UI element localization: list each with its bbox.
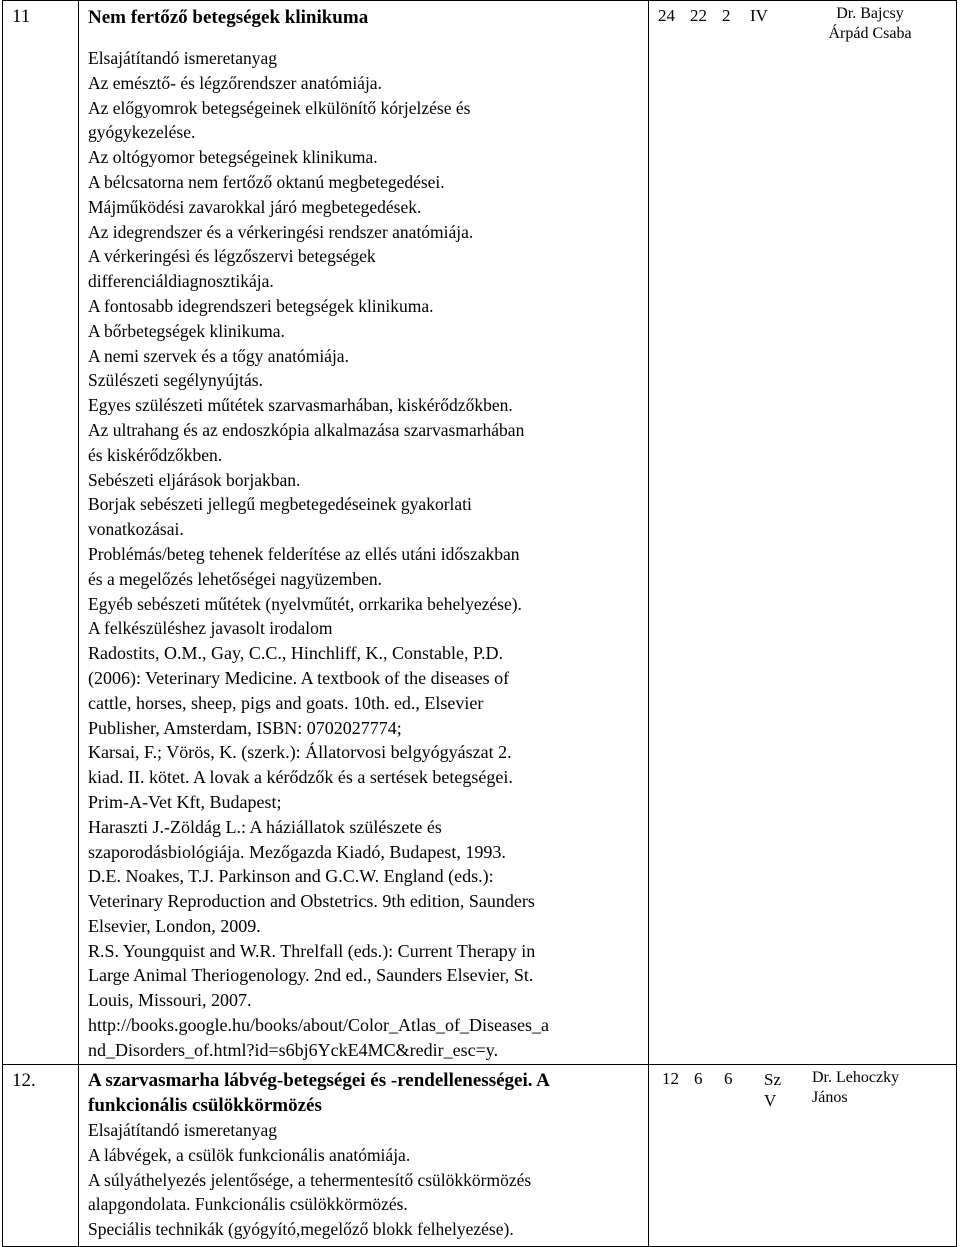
course-title: Nem fertőző betegségek klinikuma: [88, 7, 369, 28]
content-line: Az idegrendszer és a vérkeringési rendszer anatómiája.: [88, 221, 474, 242]
credits: 6: [724, 1069, 733, 1088]
literature-line: Publisher, Amsterdam, ISBN: 0702027774;: [88, 717, 402, 738]
content-line: Májműködési zavarokkal járó megbetegedések.: [88, 196, 422, 217]
table-border-left: [2, 0, 3, 1247]
content-line: és kiskérődzőkben.: [88, 444, 223, 465]
content-line: Sebészeti eljárások borjakban.: [88, 469, 301, 490]
literature-line: http://books.google.hu/books/about/Color_Atlas_of_Diseases_a: [88, 1015, 549, 1036]
teacher-line: Árpád Csaba: [828, 25, 912, 42]
table-border-right: [956, 0, 957, 1247]
literature-line: cattle, horses, sheep, pigs and goats. 10th. ed., Elsevier: [88, 692, 484, 713]
content-line: A nemi szervek és a tőgy anatómiája.: [88, 345, 349, 366]
literature-line: Karsai, F.; Vörös, K. (szerk.): Állatorvosi belgyógyászat 2.: [88, 742, 512, 763]
content-line: Egyes szülészeti műtétek szarvasmarhában, kiskérődzőkben.: [88, 395, 513, 416]
content-line: Az előgyomrok betegségeinek elkülönítő kórjelzése és: [88, 97, 471, 118]
column-divider: [78, 0, 79, 1247]
content-line: A bőrbetegségek klinikuma.: [88, 320, 285, 341]
literature-line: Elsevier, London, 2009.: [88, 915, 261, 936]
content-line: A bélcsatorna nem fertőző oktanú megbetegedései.: [88, 171, 445, 192]
literature-line: Haraszti J.-Zöldág L.: A háziállatok szülészete és: [88, 816, 442, 837]
content-line: A súlyáthelyezés jelentősége, a tehermentesítő csülökkörmözés: [88, 1169, 532, 1190]
literature-line: nd_Disorders_of.html?id=s6bj6YckE4MC&redir_esc=y.: [88, 1039, 499, 1060]
content-line: Borjak sebészeti jellegű megbetegedéseinek gyakorlati: [88, 494, 472, 515]
literature-line: (2006): Veterinary Medicine. A textbook of the diseases of: [88, 667, 510, 688]
hours-lecture: 22: [690, 6, 707, 25]
course-stats: [662, 1069, 794, 1111]
content-line: Szülészeti segélynyújtás.: [88, 370, 263, 391]
literature-line: R.S. Youngquist and W.R. Threlfall (eds.): Current Therapy in: [88, 940, 536, 961]
credits: 2: [722, 6, 731, 25]
course-title-line: funkcionális csülökkörmözés: [88, 1095, 322, 1116]
teacher: [812, 1068, 922, 1108]
teacher-line: Dr. Lehoczky: [812, 1069, 900, 1086]
content-line: A lábvégek, a csülök funkcionális anatómiája.: [88, 1144, 411, 1165]
literature-line: Prim-A-Vet Kft, Budapest;: [88, 791, 282, 812]
content-line: Az ultrahang és az endoszkópia alkalmazása szarvasmarhában: [88, 419, 525, 440]
course-stats: [658, 6, 788, 26]
content-line: Egyéb sebészeti műtétek (nyelvműtét, orrkarika behelyezése).: [88, 593, 522, 614]
content-line: alapgondolata. Funkcionális csülökkörmözés.: [88, 1194, 408, 1215]
hours-total: 24: [658, 6, 675, 25]
syllabus-table: [2, 0, 957, 1247]
literature-line: Louis, Missouri, 2007.: [88, 990, 252, 1011]
hours-total: 12: [662, 1069, 679, 1088]
content-line: Problémás/beteg tehenek felderítése az ellés utáni időszakban: [88, 543, 520, 564]
literature-line: kiad. II. kötet. A lovak a kérődzők és a sertések betegségei.: [88, 767, 513, 788]
content-line: Az oltógyomor betegségeinek klinikuma.: [88, 147, 378, 168]
literature-line: szaporodásbiológiája. Mezőgazda Kiadó, Budapest, 1993.: [88, 841, 506, 862]
table-border-top: [2, 0, 957, 1]
content-line: Az emésztő- és légzőrendszer anatómiája.: [88, 72, 382, 93]
semester-line: V: [764, 1091, 777, 1110]
literature-line: Large Animal Theriogenology. 2nd ed., Saunders Elsevier, St.: [88, 965, 534, 986]
semester: IV: [750, 6, 768, 25]
content-line: A vérkeringési és légzőszervi betegségek: [88, 246, 376, 267]
course-content: [88, 1118, 648, 1242]
course-number: 11: [12, 6, 31, 27]
literature-line: D.E. Noakes, T.J. Parkinson and G.C.W. England (eds.):: [88, 866, 494, 887]
content-line: Speciális technikák (gyógyító,megelőző blokk felhelyezése).: [88, 1219, 514, 1240]
course-content: [88, 46, 648, 1063]
content-line: vonatkozásai.: [88, 519, 184, 540]
literature-line: Radostits, O.M., Gay, C.C., Hinchliff, K., Constable, P.D.: [88, 643, 504, 664]
course-title-line: A szarvasmarha lábvég-betegségei és -rendellenességei. A: [88, 1070, 550, 1091]
course-number: 12.: [12, 1070, 36, 1091]
hours-lecture: 6: [694, 1069, 703, 1088]
content-line: gyógykezelése.: [88, 122, 196, 143]
teacher: [810, 4, 930, 44]
semester: [764, 1069, 794, 1111]
content-line: és a megelőzés lehetőségei nagyüzemben.: [88, 568, 382, 589]
literature-line: Veterinary Reproduction and Obstetrics. 9th edition, Saunders: [88, 891, 535, 912]
course-title: [88, 1068, 644, 1118]
row-divider: [2, 1064, 957, 1065]
content-line: A fontosabb idegrendszeri betegségek klinikuma.: [88, 295, 434, 316]
teacher-line: Dr. Bajcsy: [836, 5, 904, 22]
semester-line: Sz: [764, 1070, 781, 1089]
section-label: Elsajátítandó ismeretanyag: [88, 48, 278, 68]
content-line: differenciáldiagnosztikája.: [88, 271, 274, 292]
literature-label: A felkészüléshez javasolt irodalom: [88, 618, 333, 639]
teacher-line: János: [812, 1089, 848, 1106]
section-label: Elsajátítandó ismeretanyag: [88, 1120, 278, 1140]
column-divider: [648, 0, 649, 1247]
